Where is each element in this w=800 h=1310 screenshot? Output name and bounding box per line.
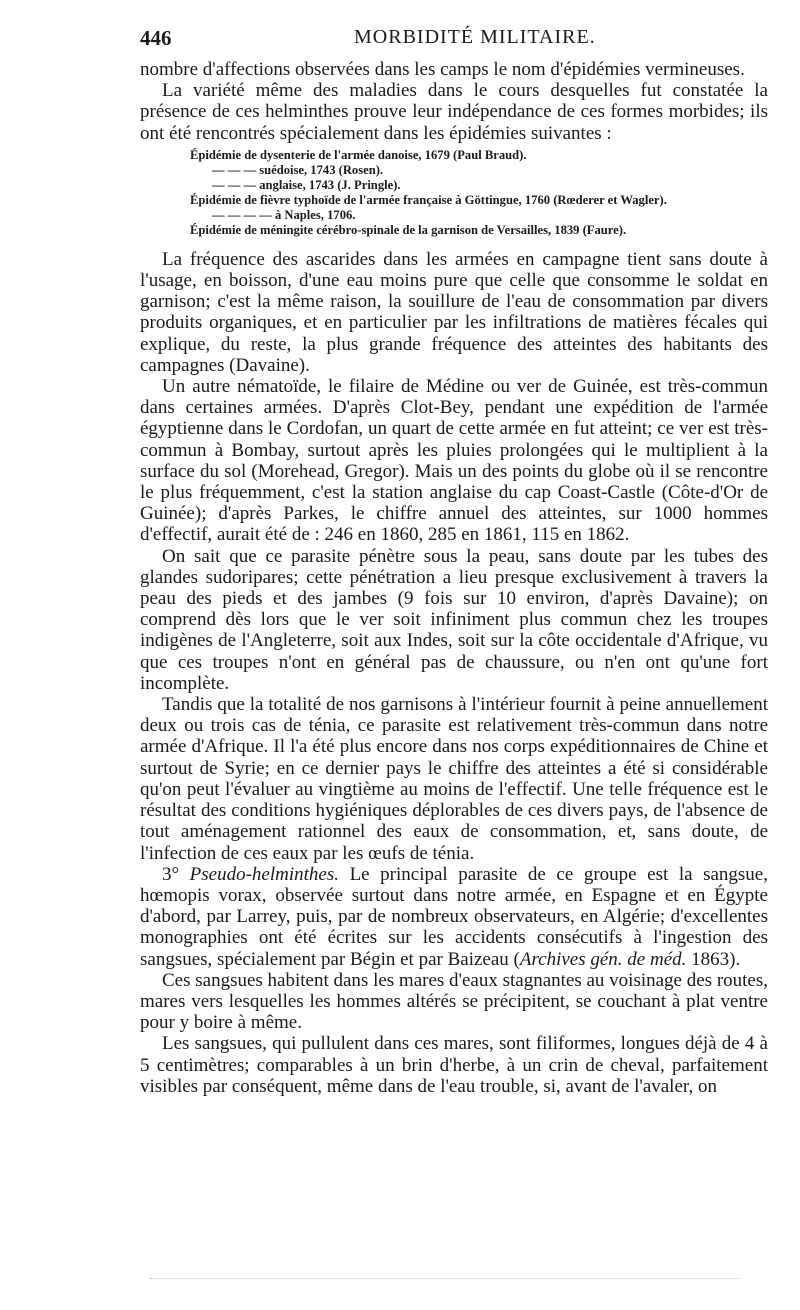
paragraph-sangsues-description: Les sangsues, qui pullulent dans ces mares, sont filiformes, longues déjà de 4 à 5 centimètres; comparables à un brin d'herbe, à un crin de cheval, parfaitement visibles par conséquent, même dans de l'eau trouble, si, avant de l'avaler, on	[140, 1033, 768, 1097]
epidemic-item: Épidémie de méningite cérébro-spinale de la garnison de Versailles, 1839 (Faure).	[190, 222, 627, 237]
page-header	[140, 26, 766, 56]
paragraph-filaire: Un autre nématoïde, le filaire de Médine ou ver de Guinée, est très-commun dans certaines armées. D'après Clot-Bey, pendant une expédition de l'armée égyptienne dans le Cordofan, un quart de cette armée en fut atteint; ce ver est très-commun à Bombay, surtout après les pluies prolongées qui le multiplient à la surface du sol (Morehead, Gregor). Mais un des points du globe où il se rencontre le plus fréquemment, c'est la station anglaise du cap Coast-Castle (Côte-d'Or de Guinée); d'après Parkes, le chiffre annuel des atteintes, sur 1000 hommes d'effectif, aurait été de : 246 en 1860, 285 en 1861, 115 en 1862.	[140, 376, 768, 546]
epidemic-item: — — — — à Naples, 1706.	[212, 207, 356, 222]
pseudo-text-b: 1863).	[686, 948, 741, 970]
pseudo-text-a: Le principal parasite de ce groupe est la sangsue, hœmopis vorax, observée surtout dans notre armée, en Espagne et en Égypte d'abord, par Larrey, puis, par de nombreux observateurs, en Algérie; d'excellentes monographies ont été écrites sur les accidents consécutifs à l'ingestion des sangsues, spécialement par Bégin et par Baizeau (	[140, 863, 768, 970]
section-number: 3°	[162, 863, 180, 885]
epidemic-item: — — — suédoise, 1743 (Rosen).	[212, 162, 384, 177]
section-heading: Pseudo-helminthes.	[189, 863, 339, 885]
paragraph-tenia: Tandis que la totalité de nos garnisons à l'intérieur fournit à peine annuellement deux ou trois cas de ténia, ce parasite est relativement très-commun dans notre armée d'Afrique. Il l'a été plus encore dans nos corps expéditionnaires de Chine et surtout de Syrie; en ce dernier pays le chiffre des atteintes a été si considérable qu'on peut l'évaluer au vingtième au moins de l'effectif. Une telle fréquence est le résultat des conditions hygiéniques déplorables de ces divers pays, de l'absence de tout aménagement rationnel des eaux de consommation, et, sans doute, de l'infection de ces eaux par les œufs de ténia.	[140, 694, 768, 864]
epidemic-item: — — — anglaise, 1743 (J. Pringle).	[212, 177, 401, 192]
paragraph-sangsues-habitat: Ces sangsues habitent dans les mares d'eaux stagnantes au voisinage des routes, mares vers lesquelles les hommes altérés se précipitent, se couchant à plat ventre pour y boire à même.	[140, 969, 768, 1034]
page-number: 446	[140, 26, 172, 50]
running-title: MORBIDITÉ MILITAIRE.	[354, 26, 596, 48]
paragraph-pseudo-helminthes	[140, 864, 768, 970]
journal-title: Archives gén. de méd.	[519, 948, 687, 970]
footer-divider	[150, 1277, 740, 1279]
epidemic-item: Épidémie de fièvre typhoïde de l'armée française à Göttingue, 1760 (Rœderer et Wagler).	[190, 192, 667, 207]
epidemic-list	[190, 148, 775, 238]
paragraph-ascarides: La fréquence des ascarides dans les armées en campagne tient sans doute à l'usage, en boisson, d'une eau moins pure que celle que consomme le soldat en garnison; c'est la même raison, la souillure de l'eau de consommation par divers produits organiques, et en particulier par les infiltrations de matières fécales qui explique, du reste, la plus grande fréquence des atteintes des habitants des campagnes (Davaine).	[140, 248, 768, 376]
page-body	[140, 59, 768, 1097]
epidemic-item: Épidémie de dysenterie de l'armée danoise, 1679 (Paul Braud).	[190, 147, 527, 162]
paragraph-continuation: nombre d'affections observées dans les camps le nom d'épidémies vermineuses.	[140, 59, 745, 80]
paragraph-penetration: On sait que ce parasite pénètre sous la peau, sans doute par les tubes des glandes sudoripares; cette pénétration a lieu presque exclusivement à travers la peau des pieds et des jambes (9 fois sur 10 environ, d'après Davaine); on comprend dès lors que le ver soit infiniment plus commun chez les troupes indigènes de l'Angleterre, soit aux Indes, soit sur la côte occidentale d'Afrique, vu que ces troupes n'ont en général pas de chaussure, ou n'en ont qu'une fort incomplète.	[140, 545, 768, 694]
paragraph-helminthes: La variété même des maladies dans le cours desquelles fut constatée la présence de ces helminthes prouve leur indépendance de ces formes morbides; ils ont été rencontrés spécialement dans les épidémies suivantes :	[140, 80, 768, 144]
